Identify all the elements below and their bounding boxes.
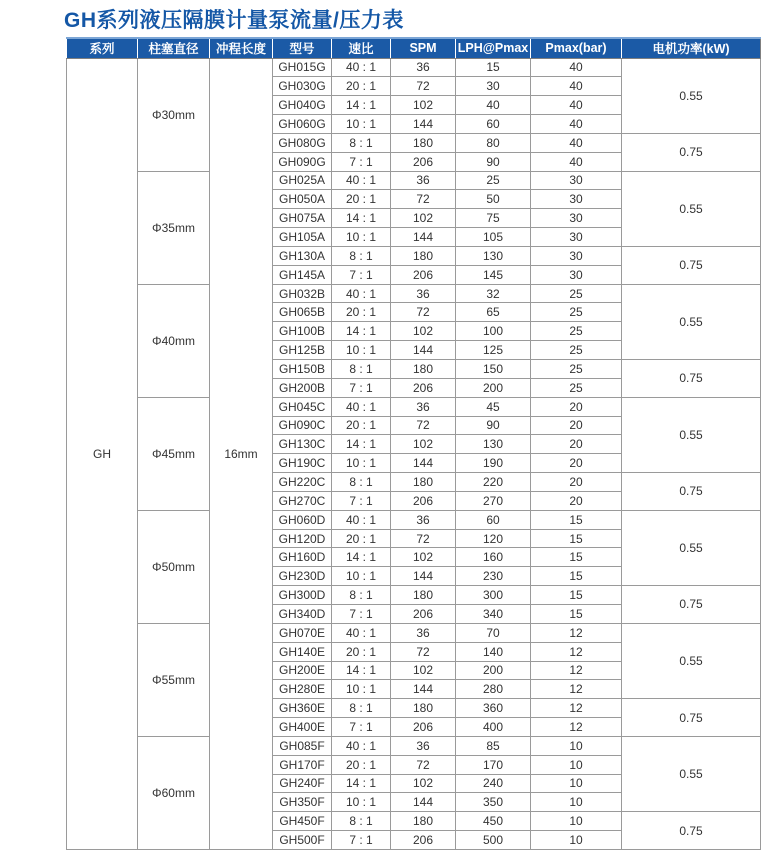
cell-pmax: 25 — [531, 284, 622, 303]
cell-lph: 130 — [456, 246, 531, 265]
cell-spm: 102 — [391, 435, 456, 454]
cell-speed-ratio: 7 : 1 — [332, 604, 391, 623]
cell-model: GH300D — [273, 586, 332, 605]
cell-speed-ratio: 10 : 1 — [332, 793, 391, 812]
cell-lph: 140 — [456, 642, 531, 661]
cell-pmax: 10 — [531, 812, 622, 831]
cell-spm: 102 — [391, 661, 456, 680]
cell-lph: 75 — [456, 209, 531, 228]
cell-model: GH075A — [273, 209, 332, 228]
cell-spm: 206 — [391, 718, 456, 737]
cell-lph: 280 — [456, 680, 531, 699]
cell-speed-ratio: 14 : 1 — [332, 435, 391, 454]
cell-lph: 100 — [456, 322, 531, 341]
cell-spm: 144 — [391, 793, 456, 812]
cell-speed-ratio: 10 : 1 — [332, 454, 391, 473]
cell-lph: 200 — [456, 378, 531, 397]
cell-pmax: 12 — [531, 642, 622, 661]
cell-spm: 144 — [391, 567, 456, 586]
cell-speed-ratio: 10 : 1 — [332, 341, 391, 360]
cell-model: GH500F — [273, 831, 332, 850]
cell-spm: 180 — [391, 699, 456, 718]
cell-lph: 15 — [456, 58, 531, 77]
cell-lph: 32 — [456, 284, 531, 303]
cell-plunger-diameter: Φ30mm — [138, 58, 210, 171]
cell-speed-ratio: 20 : 1 — [332, 529, 391, 548]
cell-lph: 90 — [456, 152, 531, 171]
cell-spm: 36 — [391, 397, 456, 416]
cell-plunger-diameter: Φ45mm — [138, 397, 210, 510]
cell-pmax: 40 — [531, 115, 622, 134]
cell-speed-ratio: 8 : 1 — [332, 699, 391, 718]
column-header-plunger-diameter: 柱塞直径 — [138, 38, 210, 58]
cell-model: GH160D — [273, 548, 332, 567]
cell-lph: 30 — [456, 77, 531, 96]
cell-motor-power: 0.75 — [622, 586, 761, 624]
cell-pmax: 25 — [531, 360, 622, 379]
cell-lph: 340 — [456, 604, 531, 623]
cell-pmax: 20 — [531, 491, 622, 510]
cell-pmax: 12 — [531, 718, 622, 737]
cell-model: GH070E — [273, 623, 332, 642]
cell-model: GH200B — [273, 378, 332, 397]
cell-model: GH125B — [273, 341, 332, 360]
cell-pmax: 15 — [531, 604, 622, 623]
table-row — [67, 510, 761, 529]
table-row — [67, 397, 761, 416]
cell-lph: 85 — [456, 736, 531, 755]
column-header-speed-ratio: 速比 — [332, 38, 391, 58]
page-title: GH系列液压隔膜计量泵流量/压力表 — [64, 9, 404, 32]
column-header-spm: SPM — [391, 38, 456, 58]
cell-pmax: 25 — [531, 341, 622, 360]
cell-lph: 130 — [456, 435, 531, 454]
cell-lph: 80 — [456, 133, 531, 152]
cell-model: GH080G — [273, 133, 332, 152]
cell-model: GH130A — [273, 246, 332, 265]
cell-spm: 72 — [391, 303, 456, 322]
cell-model: GH085F — [273, 736, 332, 755]
cell-speed-ratio: 10 : 1 — [332, 228, 391, 247]
column-header-pmax-bar: Pmax(bar) — [531, 38, 622, 58]
cell-model: GH450F — [273, 812, 332, 831]
cell-plunger-diameter: Φ40mm — [138, 284, 210, 397]
cell-lph: 500 — [456, 831, 531, 850]
cell-speed-ratio: 40 : 1 — [332, 736, 391, 755]
cell-pmax: 25 — [531, 303, 622, 322]
cell-lph: 360 — [456, 699, 531, 718]
cell-lph: 170 — [456, 755, 531, 774]
cell-lph: 50 — [456, 190, 531, 209]
cell-spm: 206 — [391, 831, 456, 850]
cell-pmax: 40 — [531, 152, 622, 171]
cell-model: GH200E — [273, 661, 332, 680]
column-header-stroke-length: 冲程长度 — [210, 38, 273, 58]
cell-lph: 40 — [456, 96, 531, 115]
cell-pmax: 40 — [531, 133, 622, 152]
cell-lph: 270 — [456, 491, 531, 510]
cell-speed-ratio: 8 : 1 — [332, 133, 391, 152]
cell-speed-ratio: 40 : 1 — [332, 397, 391, 416]
cell-pmax: 10 — [531, 774, 622, 793]
cell-pmax: 30 — [531, 265, 622, 284]
cell-pmax: 30 — [531, 190, 622, 209]
cell-model: GH060G — [273, 115, 332, 134]
cell-motor-power: 0.75 — [622, 246, 761, 284]
cell-spm: 72 — [391, 755, 456, 774]
cell-spm: 180 — [391, 360, 456, 379]
table-row — [67, 171, 761, 190]
cell-spm: 206 — [391, 491, 456, 510]
cell-speed-ratio: 8 : 1 — [332, 246, 391, 265]
cell-speed-ratio: 7 : 1 — [332, 718, 391, 737]
cell-lph: 350 — [456, 793, 531, 812]
cell-speed-ratio: 14 : 1 — [332, 774, 391, 793]
cell-pmax: 20 — [531, 397, 622, 416]
cell-motor-power: 0.55 — [622, 284, 761, 359]
cell-lph: 220 — [456, 473, 531, 492]
cell-speed-ratio: 8 : 1 — [332, 473, 391, 492]
cell-speed-ratio: 8 : 1 — [332, 586, 391, 605]
cell-speed-ratio: 8 : 1 — [332, 360, 391, 379]
cell-model: GH360E — [273, 699, 332, 718]
cell-pmax: 12 — [531, 699, 622, 718]
cell-model: GH400E — [273, 718, 332, 737]
cell-motor-power: 0.55 — [622, 623, 761, 698]
cell-speed-ratio: 20 : 1 — [332, 642, 391, 661]
cell-lph: 145 — [456, 265, 531, 284]
cell-pmax: 25 — [531, 322, 622, 341]
cell-speed-ratio: 14 : 1 — [332, 96, 391, 115]
cell-model: GH030G — [273, 77, 332, 96]
cell-lph: 190 — [456, 454, 531, 473]
cell-model: GH040G — [273, 96, 332, 115]
cell-model: GH090G — [273, 152, 332, 171]
cell-model: GH120D — [273, 529, 332, 548]
cell-pmax: 15 — [531, 529, 622, 548]
cell-speed-ratio: 20 : 1 — [332, 77, 391, 96]
column-header-lph-at-pmax: LPH@Pmax — [456, 38, 531, 58]
cell-model: GH050A — [273, 190, 332, 209]
column-header-model: 型号 — [273, 38, 332, 58]
cell-spm: 144 — [391, 228, 456, 247]
cell-stroke-length: 16mm — [210, 58, 273, 850]
cell-spm: 206 — [391, 604, 456, 623]
cell-spm: 72 — [391, 416, 456, 435]
cell-spm: 36 — [391, 736, 456, 755]
cell-spm: 206 — [391, 378, 456, 397]
spec-table — [66, 37, 761, 850]
cell-model: GH065B — [273, 303, 332, 322]
cell-pmax: 40 — [531, 96, 622, 115]
cell-pmax: 20 — [531, 473, 622, 492]
cell-spm: 144 — [391, 454, 456, 473]
cell-motor-power: 0.55 — [622, 736, 761, 811]
cell-lph: 125 — [456, 341, 531, 360]
cell-lph: 70 — [456, 623, 531, 642]
cell-speed-ratio: 14 : 1 — [332, 209, 391, 228]
cell-model: GH145A — [273, 265, 332, 284]
cell-plunger-diameter: Φ35mm — [138, 171, 210, 284]
cell-lph: 105 — [456, 228, 531, 247]
cell-model: GH140E — [273, 642, 332, 661]
cell-spm: 102 — [391, 774, 456, 793]
cell-lph: 240 — [456, 774, 531, 793]
cell-spm: 36 — [391, 58, 456, 77]
table-row — [67, 58, 761, 77]
cell-lph: 65 — [456, 303, 531, 322]
cell-pmax: 15 — [531, 586, 622, 605]
cell-speed-ratio: 7 : 1 — [332, 152, 391, 171]
cell-pmax: 20 — [531, 435, 622, 454]
cell-pmax: 15 — [531, 567, 622, 586]
cell-lph: 90 — [456, 416, 531, 435]
cell-spm: 102 — [391, 96, 456, 115]
cell-series: GH — [67, 58, 138, 850]
cell-pmax: 30 — [531, 171, 622, 190]
table-row — [67, 736, 761, 755]
cell-plunger-diameter: Φ50mm — [138, 510, 210, 623]
cell-lph: 160 — [456, 548, 531, 567]
cell-lph: 300 — [456, 586, 531, 605]
cell-speed-ratio: 10 : 1 — [332, 115, 391, 134]
cell-model: GH150B — [273, 360, 332, 379]
cell-motor-power: 0.55 — [622, 171, 761, 246]
cell-pmax: 10 — [531, 736, 622, 755]
cell-model: GH230D — [273, 567, 332, 586]
cell-model: GH105A — [273, 228, 332, 247]
cell-spm: 180 — [391, 246, 456, 265]
cell-pmax: 40 — [531, 77, 622, 96]
cell-spm: 180 — [391, 473, 456, 492]
cell-lph: 150 — [456, 360, 531, 379]
cell-pmax: 10 — [531, 755, 622, 774]
cell-lph: 60 — [456, 510, 531, 529]
cell-speed-ratio: 20 : 1 — [332, 190, 391, 209]
cell-speed-ratio: 7 : 1 — [332, 378, 391, 397]
cell-pmax: 12 — [531, 680, 622, 699]
cell-model: GH190C — [273, 454, 332, 473]
cell-spm: 206 — [391, 265, 456, 284]
cell-pmax: 30 — [531, 228, 622, 247]
cell-motor-power: 0.55 — [622, 397, 761, 472]
cell-pmax: 15 — [531, 548, 622, 567]
cell-spm: 72 — [391, 642, 456, 661]
cell-speed-ratio: 40 : 1 — [332, 284, 391, 303]
cell-model: GH015G — [273, 58, 332, 77]
cell-pmax: 30 — [531, 209, 622, 228]
cell-spm: 180 — [391, 812, 456, 831]
cell-motor-power: 0.75 — [622, 699, 761, 737]
cell-spm: 102 — [391, 209, 456, 228]
cell-spm: 72 — [391, 190, 456, 209]
cell-pmax: 10 — [531, 831, 622, 850]
cell-speed-ratio: 40 : 1 — [332, 510, 391, 529]
cell-pmax: 20 — [531, 454, 622, 473]
cell-pmax: 12 — [531, 661, 622, 680]
cell-motor-power: 0.55 — [622, 510, 761, 585]
cell-motor-power: 0.75 — [622, 133, 761, 171]
cell-lph: 60 — [456, 115, 531, 134]
cell-model: GH350F — [273, 793, 332, 812]
cell-lph: 120 — [456, 529, 531, 548]
table-row — [67, 284, 761, 303]
cell-pmax: 20 — [531, 416, 622, 435]
cell-spm: 144 — [391, 115, 456, 134]
cell-spm: 180 — [391, 586, 456, 605]
cell-pmax: 40 — [531, 58, 622, 77]
cell-model: GH045C — [273, 397, 332, 416]
cell-spm: 180 — [391, 133, 456, 152]
cell-model: GH025A — [273, 171, 332, 190]
cell-speed-ratio: 10 : 1 — [332, 680, 391, 699]
cell-speed-ratio: 20 : 1 — [332, 755, 391, 774]
cell-lph: 400 — [456, 718, 531, 737]
column-header-motor-power-kw: 电机功率(kW) — [622, 38, 761, 58]
cell-spm: 206 — [391, 152, 456, 171]
cell-speed-ratio: 40 : 1 — [332, 171, 391, 190]
cell-speed-ratio: 14 : 1 — [332, 548, 391, 567]
cell-model: GH220C — [273, 473, 332, 492]
cell-model: GH032B — [273, 284, 332, 303]
cell-model: GH060D — [273, 510, 332, 529]
cell-spm: 36 — [391, 284, 456, 303]
cell-model: GH340D — [273, 604, 332, 623]
cell-spm: 102 — [391, 322, 456, 341]
cell-model: GH240F — [273, 774, 332, 793]
cell-speed-ratio: 7 : 1 — [332, 831, 391, 850]
cell-spm: 144 — [391, 680, 456, 699]
cell-lph: 200 — [456, 661, 531, 680]
cell-speed-ratio: 40 : 1 — [332, 623, 391, 642]
cell-speed-ratio: 7 : 1 — [332, 265, 391, 284]
cell-model: GH130C — [273, 435, 332, 454]
cell-lph: 25 — [456, 171, 531, 190]
cell-pmax: 30 — [531, 246, 622, 265]
cell-speed-ratio: 40 : 1 — [332, 58, 391, 77]
cell-spm: 36 — [391, 623, 456, 642]
spec-table-body — [67, 58, 761, 850]
cell-speed-ratio: 14 : 1 — [332, 661, 391, 680]
cell-model: GH090C — [273, 416, 332, 435]
cell-model: GH270C — [273, 491, 332, 510]
cell-spm: 36 — [391, 171, 456, 190]
cell-lph: 45 — [456, 397, 531, 416]
cell-plunger-diameter: Φ55mm — [138, 623, 210, 736]
cell-pmax: 25 — [531, 378, 622, 397]
table-row — [67, 623, 761, 642]
cell-speed-ratio: 20 : 1 — [332, 416, 391, 435]
cell-model: GH170F — [273, 755, 332, 774]
cell-speed-ratio: 10 : 1 — [332, 567, 391, 586]
cell-spm: 72 — [391, 529, 456, 548]
cell-speed-ratio: 14 : 1 — [332, 322, 391, 341]
cell-model: GH100B — [273, 322, 332, 341]
cell-motor-power: 0.75 — [622, 360, 761, 398]
header-row — [67, 38, 761, 58]
cell-speed-ratio: 8 : 1 — [332, 812, 391, 831]
cell-spm: 72 — [391, 77, 456, 96]
cell-speed-ratio: 20 : 1 — [332, 303, 391, 322]
cell-pmax: 15 — [531, 510, 622, 529]
cell-lph: 230 — [456, 567, 531, 586]
cell-pmax: 10 — [531, 793, 622, 812]
cell-motor-power: 0.55 — [622, 58, 761, 133]
cell-pmax: 12 — [531, 623, 622, 642]
cell-speed-ratio: 7 : 1 — [332, 491, 391, 510]
cell-lph: 450 — [456, 812, 531, 831]
cell-plunger-diameter: Φ60mm — [138, 736, 210, 849]
cell-spm: 144 — [391, 341, 456, 360]
cell-motor-power: 0.75 — [622, 473, 761, 511]
cell-model: GH280E — [273, 680, 332, 699]
cell-spm: 36 — [391, 510, 456, 529]
cell-spm: 102 — [391, 548, 456, 567]
column-header-series: 系列 — [67, 38, 138, 58]
cell-motor-power: 0.75 — [622, 812, 761, 850]
